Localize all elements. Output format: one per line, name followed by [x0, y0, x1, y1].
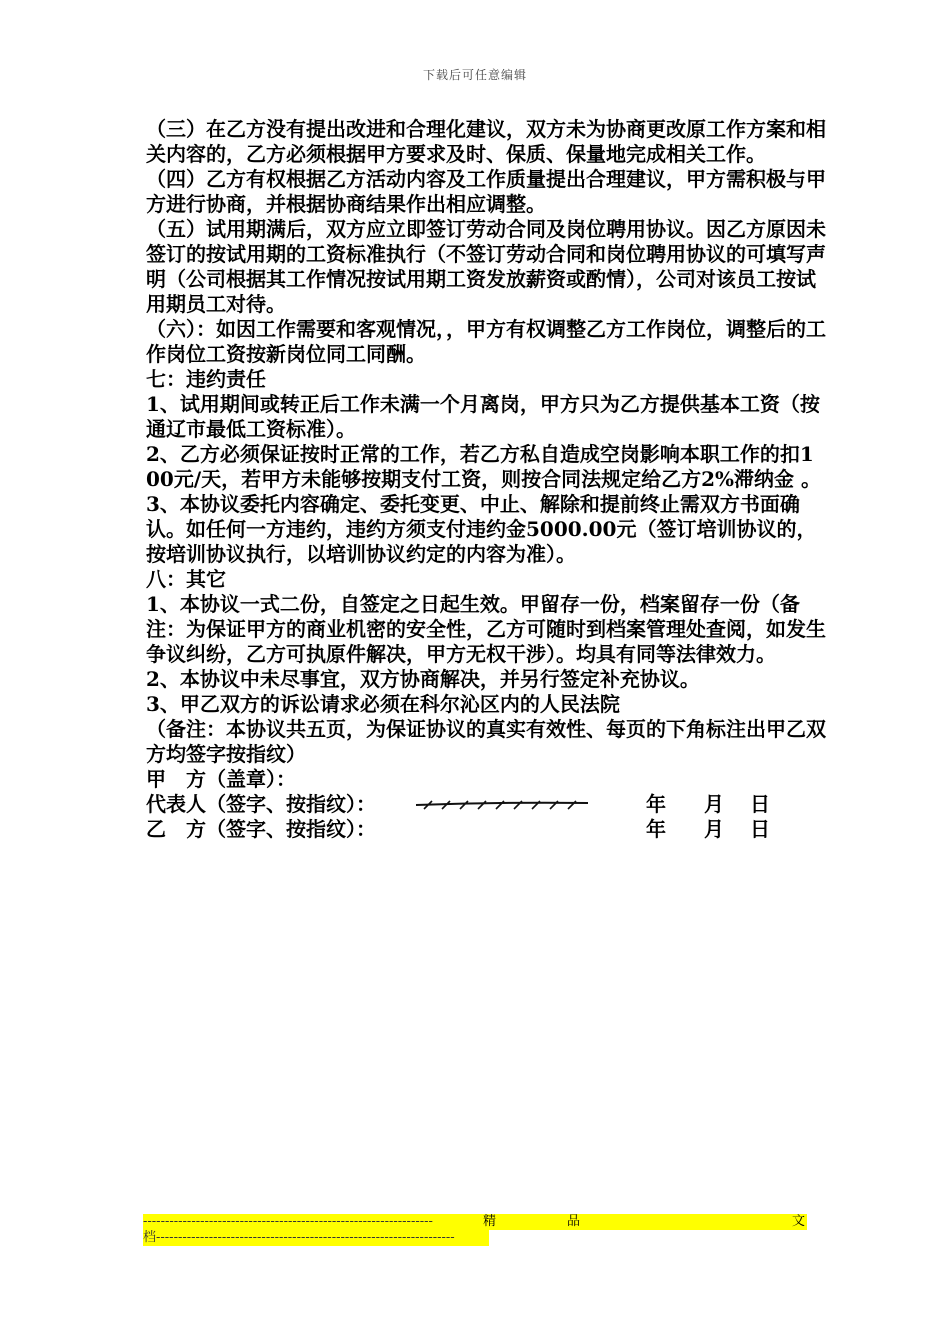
header-note: 下载后可任意编辑	[422, 68, 527, 82]
footer-dashes: ------------------------------------------------------------------	[143, 1214, 433, 1229]
representative-label: 代表人（签字、按指纹）：	[146, 792, 376, 816]
year-label: 年	[646, 817, 666, 841]
liability-item-3: 3、本协议委托内容确定、委托变更、中止、解除和提前终止需双方书面确认。如任何一方违约，违约方须支付违约金5000.00元（签订培训协议的，按培训协议执行，以培训协议约定的内容为准）。	[146, 492, 817, 566]
other-item-2: 2、本协议中未尽事宜，双方协商解决，并另行签定补充协议。	[146, 667, 700, 691]
remark-note: （备注：本协议共五页，为保证协议的真实有效性、每页的下角标注出甲乙双方均签字按指纹）	[146, 717, 826, 766]
liability-item-2: 2、乙方必须保证按时正常的工作，若乙方私自造成空岗影响本职工作的扣100元/天，若甲方未能够按期支付工资，则按合同法规定给乙方2%滞纳金 。	[146, 442, 822, 491]
other-item-1: 1、本协议一式二份，自签定之日起生效。甲留存一份，档案留存一份（备注：为保证甲方的商业机密的安全性，乙方可随时到档案管理处查阅，如发生争议纠纷，乙方可执原件解决，甲方无权干涉）。均具有同等法律效力。	[146, 592, 826, 666]
year-label: 年	[646, 792, 666, 816]
section-heading-liability: 七：违约责任	[146, 367, 266, 391]
party-b-date	[646, 817, 770, 842]
signature-party-b	[146, 817, 826, 842]
signature-representative	[146, 792, 826, 817]
section-heading-other: 八：其它	[146, 567, 226, 591]
footer-line-1	[143, 1214, 807, 1230]
document-body	[146, 117, 826, 842]
footer-char-1: 精	[483, 1214, 497, 1229]
footer-char-2: 品	[567, 1214, 581, 1229]
footer-char-3: 文	[791, 1214, 805, 1229]
party-a-label: 甲 方（盖章）：	[146, 767, 296, 791]
month-label: 月	[704, 792, 724, 816]
footer-line-2: 档--------------------------------------------------------------------	[143, 1230, 489, 1246]
representative-date	[646, 792, 770, 817]
footer-watermark	[143, 1214, 807, 1246]
party-b-label: 乙 方（签字、按指纹）：	[146, 817, 376, 841]
month-label: 月	[704, 817, 724, 841]
day-label: 日	[750, 817, 770, 841]
signature-party-a	[146, 767, 826, 792]
clause-5: （五）试用期满后，双方应立即签订劳动合同及岗位聘用协议。因乙方原因未签订的按试用期的工资标准执行（不签订劳动合同和岗位聘用协议的可填写声明（公司根据其工作情况按试用期工资发放薪资或酌情），公司对该员工按试用期员工对待。	[146, 217, 826, 316]
other-item-3: 3、甲乙双方的诉讼请求必须在科尔沁区内的人民法院	[146, 692, 620, 716]
clause-4: （四）乙方有权根据乙方活动内容及工作质量提出合理建议，甲方需积极与甲方进行协商，并根据协商结果作出相应调整。	[146, 167, 826, 216]
clause-6: （六）：如因工作需要和客观情况，，甲方有权调整乙方工作岗位，调整后的工作岗位工资按新岗位同工同酬。	[146, 317, 826, 366]
liability-item-1: 1、试用期间或转正后工作未满一个月离岗，甲方只为乙方提供基本工资（按通辽市最低工资标准）。	[146, 392, 820, 441]
clause-3: （三）在乙方没有提出改进和合理化建议，双方未为协商更改原工作方案和相关内容的，乙方必须根据甲方要求及时、保质、保量地完成相关工作。	[146, 117, 826, 166]
handwritten-signature-line	[414, 792, 590, 817]
day-label: 日	[750, 792, 770, 816]
